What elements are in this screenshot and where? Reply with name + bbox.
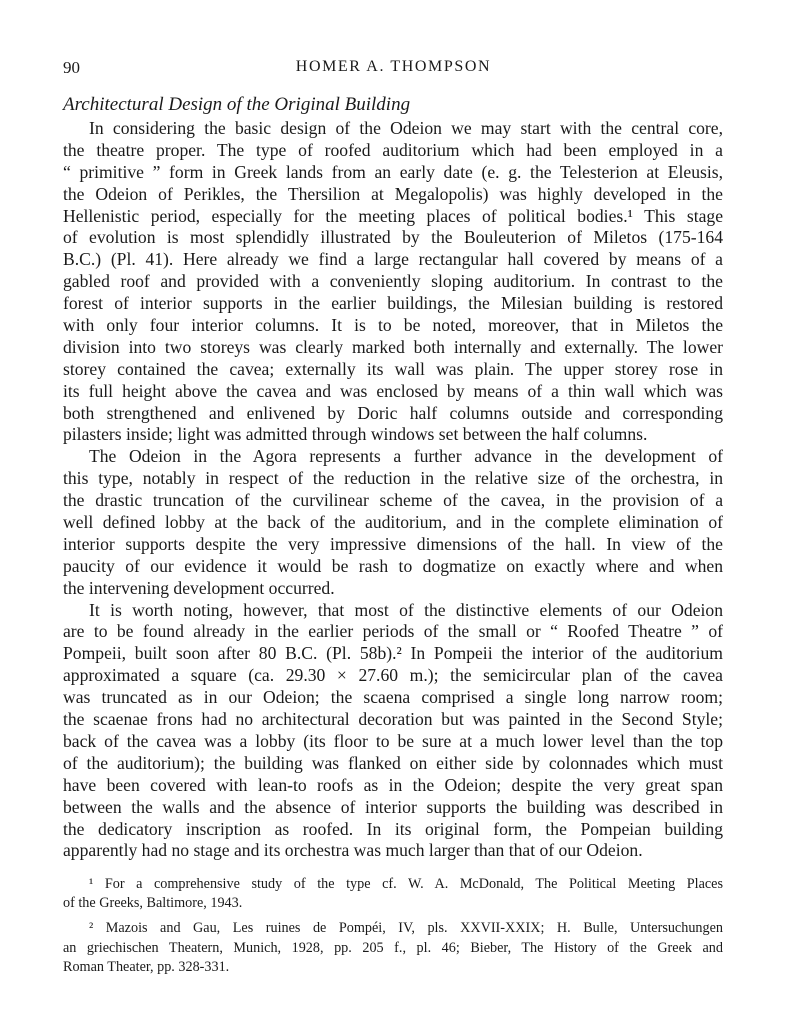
text-line: B.C.) (Pl. 41). Here already we find a large rectangular hall covered by means of a xyxy=(63,249,723,270)
footnote xyxy=(63,875,723,913)
text-line: with only four interior columns. It is to be noted, moreover, that in Miletos the xyxy=(63,315,723,336)
text-line: both strengthened and enlivened by Doric half columns outside and corresponding xyxy=(63,402,723,423)
footnotes xyxy=(63,875,723,977)
footnote-line: ² Mazois and Gau, Les ruines de Pompéi, IV, pls. XXVII-XXIX; H. Bulle, Untersuchungen xyxy=(89,920,723,937)
text-line: the theatre proper. The type of roofed auditorium which had been employed in a xyxy=(63,139,723,160)
text-line: Hellenistic period, especially for the meeting places of political bodies.¹ This stage xyxy=(63,205,723,226)
running-head: HOMER A. THOMPSON xyxy=(295,58,492,75)
text-line: of the auditorium); the building was flanked on either side by colonnades which must xyxy=(63,752,723,773)
text-line: the dedicatory inscription as roofed. In its original form, the Pompeian building xyxy=(63,818,723,839)
footnote-line: Roman Theater, pp. 328-331. xyxy=(63,958,230,975)
text-line: gabled roof and provided with a conveniently sloping auditorium. In contrast to the xyxy=(63,271,723,292)
text-line: pilasters inside; light was admitted through windows set between the half columns. xyxy=(63,424,648,445)
footnote-line: ¹ For a comprehensive study of the type cf. W. A. McDonald, The Political Meeting Places xyxy=(89,876,723,892)
body-text xyxy=(63,118,723,862)
text-line: this type, notably in respect of the reduction in the relative size of the orchestra, in xyxy=(63,468,723,489)
text-line: the Odeion of Perikles, the Thersilion at Megalopolis) was highly developed in the xyxy=(63,183,723,204)
footnote xyxy=(63,919,723,977)
text-line: the drastic truncation of the curvilinear scheme of the cavea, in the provision of a xyxy=(63,490,723,511)
text-line: paucity of our evidence it would be rash to dogmatize on exactly where and when xyxy=(63,555,723,576)
text-line: The Odeion in the Agora represents a further advance in the development of xyxy=(89,446,723,467)
text-line: In considering the basic design of the Odeion we may start with the central core, xyxy=(89,118,723,138)
footnote-line: an griechischen Theatern, Munich, 1928, pp. 205 f., pl. 46; Bieber, The History of the Greek and xyxy=(63,939,723,956)
footnote-line: of the Greeks, Baltimore, 1943. xyxy=(63,895,243,912)
text-line: It is worth noting, however, that most of the distinctive elements of our Odeion xyxy=(89,599,723,620)
text-line: Pompeii, built soon after 80 B.C. (Pl. 58b).² In Pompeii the interior of the auditorium xyxy=(63,643,723,664)
text-line: division into two storeys was clearly marked both internally and externally. The lower xyxy=(63,336,723,357)
paragraph xyxy=(63,446,723,599)
text-line: “ primitive ” form in Greek lands from an early date (e. g. the Telesterion at Eleusis, xyxy=(63,161,723,182)
text-line: have been covered with lean-to roofs as in the Odeion; despite the very great span xyxy=(63,774,723,795)
text-line: back of the cavea was a lobby (its floor to be sure at a much lower level than the top xyxy=(63,730,723,751)
text-line: between the walls and the absence of interior supports the building was described in xyxy=(63,796,723,817)
text-line: forest of interior supports in the earlier buildings, the Milesian building is restored xyxy=(63,293,723,314)
text-line: its full height above the cavea and was enclosed by means of a thin wall which was xyxy=(63,380,723,401)
paragraph xyxy=(63,118,723,446)
text-line: approximated a square (ca. 29.30 × 27.60 m.); the semicircular plan of the cavea xyxy=(63,665,723,686)
text-line: interior supports despite the very impressive dimensions of the hall. In view of the xyxy=(63,533,723,554)
text-line: well defined lobby at the back of the auditorium, and in the complete elimination of xyxy=(63,512,723,533)
text-line: storey contained the cavea; externally its wall was plain. The upper storey rose in xyxy=(63,358,723,379)
text-line: the intervening development occurred. xyxy=(63,577,335,598)
text-line: are to be found already in the earlier periods of the small or “ Roofed Theatre ” of xyxy=(63,621,723,642)
text-line: apparently had no stage and its orchestra was much larger than that of our Odeion. xyxy=(63,840,643,861)
page-number: 90 xyxy=(63,58,80,77)
section-title: Architectural Design of the Original Building xyxy=(63,94,411,115)
text-line: of evolution is most splendidly illustrated by the Bouleuterion of Miletos (175-164 xyxy=(63,227,723,248)
paragraph xyxy=(63,600,723,863)
text-line: the scaenae frons had no architectural decoration but was painted in the Second Style; xyxy=(63,709,723,730)
text-line: was truncated as in our Odeion; the scaena comprised a single long narrow room; xyxy=(63,687,723,708)
